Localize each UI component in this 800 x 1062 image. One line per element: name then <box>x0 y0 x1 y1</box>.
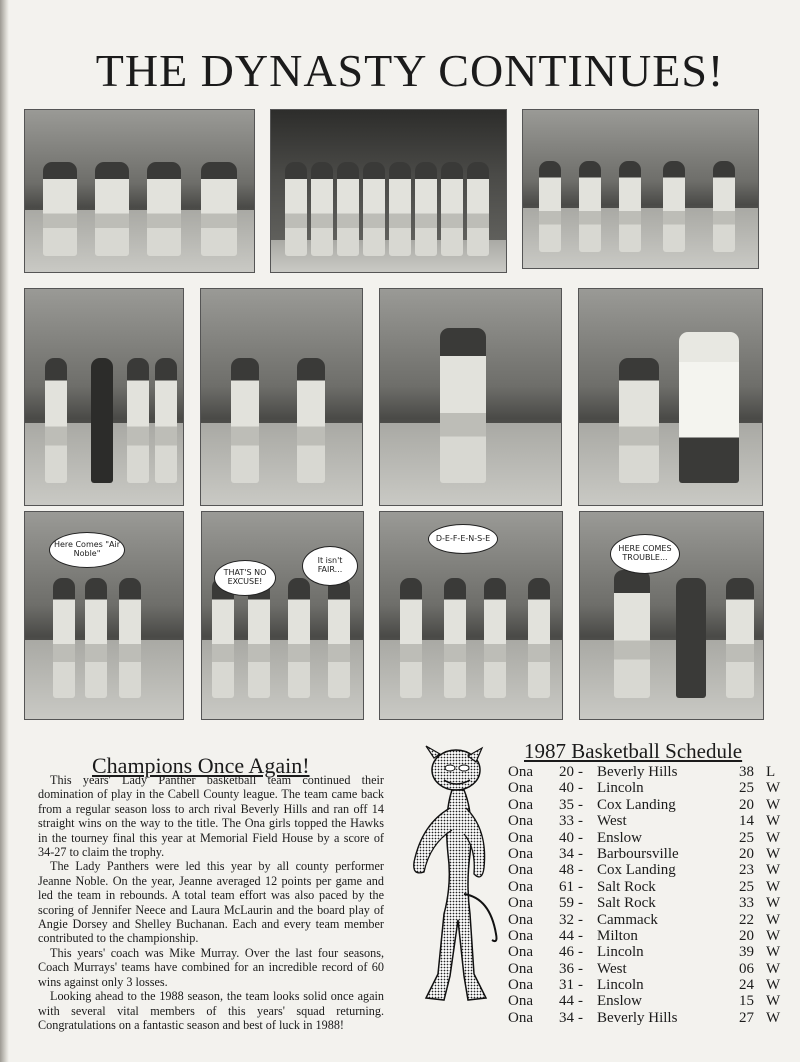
schedule-result: W <box>766 878 781 895</box>
page-number-fragment <box>796 1051 799 1062</box>
schedule-opponent: Salt Rock <box>597 895 656 912</box>
schedule-opponent: Barboursville <box>597 845 679 862</box>
schedule-result: W <box>766 960 781 977</box>
schedule-score: 48 <box>559 862 574 879</box>
schedule-dash: - <box>578 977 583 994</box>
article-paragraph: Looking ahead to the 1988 season, the team looks solid once again with several vital members of this years' squad returning. Congratulations on a fantastic season and best of luck in 1988! <box>38 989 384 1032</box>
schedule-opponent: Cox Landing <box>597 862 676 879</box>
schedule-row <box>508 1010 788 1026</box>
schedule-opponent-score: 20 <box>739 927 754 944</box>
schedule-result: W <box>766 911 781 928</box>
schedule-result: W <box>766 927 781 944</box>
schedule-opponent: Enslow <box>597 993 642 1010</box>
schedule-dash: - <box>578 993 583 1010</box>
schedule-team: Ona <box>508 813 533 830</box>
schedule-dash: - <box>578 764 583 780</box>
schedule-opponent: Milton <box>597 927 638 944</box>
schedule-dash: - <box>578 845 583 862</box>
schedule-title: 1987 Basketball Schedule <box>524 739 743 763</box>
schedule-opponent-score: 14 <box>739 813 754 830</box>
schedule-score: 46 <box>559 944 574 961</box>
schedule-opponent: Cammack <box>597 911 658 928</box>
schedule-row <box>508 977 788 993</box>
schedule-opponent-score: 20 <box>739 796 754 813</box>
schedule-row <box>508 993 788 1009</box>
schedule-team: Ona <box>508 829 533 846</box>
article-body <box>38 773 384 1032</box>
photo-team-captains <box>24 109 255 273</box>
schedule-row <box>508 780 788 796</box>
photo-coach <box>578 288 763 506</box>
schedule-opponent-score: 25 <box>739 829 754 846</box>
schedule-dash: - <box>578 927 583 944</box>
schedule-team: Ona <box>508 845 533 862</box>
page-binding-edge <box>0 0 9 1062</box>
schedule-score: 35 <box>559 796 574 813</box>
article-paragraph: This years' Lady Panther basketball team continued their domination of play in the Cabell County league. The team came back from a regular season loss to arch rival Beverly Hills and ran off 14 straight wins on the way to the title. The Ona girls topped the Hawks in the tourney final this year at Memorial Field House by a score of 34-27 to claim the trophy. <box>38 773 384 860</box>
schedule-row <box>508 830 788 846</box>
schedule-team: Ona <box>508 927 533 944</box>
schedule-score: 34 <box>559 845 574 862</box>
schedule-row <box>508 944 788 960</box>
schedule-dash: - <box>578 895 583 912</box>
schedule-opponent-score: 25 <box>739 878 754 895</box>
schedule-opponent: Beverly Hills <box>597 764 678 780</box>
speech-bubble-trouble: HERE COMES TROUBLE... <box>610 534 680 574</box>
schedule-result: W <box>766 895 781 912</box>
schedule-result: W <box>766 944 781 961</box>
schedule-dash: - <box>578 780 583 797</box>
schedule-result: W <box>766 1009 781 1026</box>
schedule-score: 44 <box>559 993 574 1010</box>
schedule-row <box>508 912 788 928</box>
photo-team-celebration <box>270 109 507 273</box>
schedule-team: Ona <box>508 780 533 797</box>
schedule-result: W <box>766 829 781 846</box>
schedule-result: W <box>766 845 781 862</box>
schedule-score: 20 <box>559 764 574 780</box>
schedule-opponent: West <box>597 960 627 977</box>
speech-bubble-air-noble: Here Comes "Air Noble" <box>49 532 125 568</box>
schedule-row <box>508 961 788 977</box>
schedule-dash: - <box>578 796 583 813</box>
page-title: THE DYNASTY CONTINUES! <box>95 45 725 96</box>
schedule-result: W <box>766 796 781 813</box>
schedule-result: W <box>766 993 781 1010</box>
article-heading: Champions Once Again! <box>92 753 310 778</box>
schedule-score: 36 <box>559 960 574 977</box>
photo-defense <box>379 511 563 720</box>
photo-air-noble <box>24 511 184 720</box>
schedule-row <box>508 764 788 780</box>
schedule-score: 61 <box>559 878 574 895</box>
schedule-result: W <box>766 780 781 797</box>
schedule-dash: - <box>578 878 583 895</box>
schedule-team: Ona <box>508 993 533 1010</box>
schedule-dash: - <box>578 829 583 846</box>
schedule-opponent: Cox Landing <box>597 796 676 813</box>
schedule-result: W <box>766 977 781 994</box>
schedule-opponent: West <box>597 813 627 830</box>
schedule-score: 34 <box>559 1009 574 1026</box>
schedule-dash: - <box>578 1009 583 1026</box>
schedule-team: Ona <box>508 944 533 961</box>
schedule-opponent-score: 25 <box>739 780 754 797</box>
schedule-opponent-score: 15 <box>739 993 754 1010</box>
schedule-result: W <box>766 862 781 879</box>
schedule-dash: - <box>578 944 583 961</box>
photo-team-lineup <box>522 109 759 269</box>
schedule-opponent-score: 38 <box>739 764 754 780</box>
schedule-opponent: Beverly Hills <box>597 1009 678 1026</box>
schedule-team: Ona <box>508 1009 533 1026</box>
pink-panther-illustration <box>404 744 502 1006</box>
schedule-score: 40 <box>559 780 574 797</box>
schedule-team: Ona <box>508 796 533 813</box>
schedule-row <box>508 928 788 944</box>
photo-player-standing <box>379 288 562 506</box>
schedule-opponent: Lincoln <box>597 977 644 994</box>
schedule-dash: - <box>578 862 583 879</box>
schedule-opponent-score: 24 <box>739 977 754 994</box>
schedule-team: Ona <box>508 911 533 928</box>
schedule-opponent-score: 06 <box>739 960 754 977</box>
schedule-score: 32 <box>559 911 574 928</box>
article-paragraph: The Lady Panthers were led this year by all county performer Jeanne Noble. On the year, Jeanne averaged 12 points per game and led the team in rebounds. A total team effort was also paced by the scoring of Jennifer Neece and Laura McLaurin and the board play of Angie Dorsey and Shelley Buchanan. Each and every team member contributed to the championship. <box>38 859 384 946</box>
schedule-row <box>508 879 788 895</box>
schedule-opponent-score: 20 <box>739 845 754 862</box>
schedule-result: L <box>766 764 776 780</box>
schedule-row <box>508 797 788 813</box>
schedule-row <box>508 895 788 911</box>
schedule-score: 31 <box>559 977 574 994</box>
speech-bubble-no-excuse: THAT'S NO EXCUSE! <box>214 560 276 596</box>
schedule-dash: - <box>578 960 583 977</box>
schedule-score: 59 <box>559 895 574 912</box>
photo-here-comes-trouble <box>579 511 764 720</box>
schedule-opponent-score: 23 <box>739 862 754 879</box>
schedule-opponent-score: 39 <box>739 944 754 961</box>
schedule-team: Ona <box>508 977 533 994</box>
schedule-row <box>508 862 788 878</box>
schedule-result: W <box>766 813 781 830</box>
schedule-team: Ona <box>508 764 533 780</box>
schedule-score: 33 <box>559 813 574 830</box>
schedule-opponent-score: 33 <box>739 895 754 912</box>
photo-player-shooting <box>200 288 363 506</box>
speech-bubble-defense: D-E-F-E-N-S-E <box>428 524 498 554</box>
schedule-dash: - <box>578 911 583 928</box>
schedule-row <box>508 813 788 829</box>
schedule-team: Ona <box>508 878 533 895</box>
photo-no-excuse <box>201 511 364 720</box>
schedule-row <box>508 846 788 862</box>
photo-jump-ball <box>24 288 184 506</box>
speech-bubble-not-fair: It isn't FAIR... <box>302 546 358 586</box>
schedule-dash: - <box>578 813 583 830</box>
schedule-team: Ona <box>508 960 533 977</box>
schedule-opponent: Enslow <box>597 829 642 846</box>
schedule-team: Ona <box>508 862 533 879</box>
schedule-score: 40 <box>559 829 574 846</box>
schedule-score: 44 <box>559 927 574 944</box>
schedule-table <box>508 764 788 1026</box>
schedule-opponent-score: 22 <box>739 911 754 928</box>
article-paragraph: This years' coach was Mike Murray. Over the last four seasons, Coach Murrays' teams have combined for an incredible record of 60 wins against only 3 losses. <box>38 945 384 989</box>
schedule-opponent: Lincoln <box>597 780 644 797</box>
schedule-team: Ona <box>508 895 533 912</box>
schedule-opponent-score: 27 <box>739 1009 754 1026</box>
schedule-opponent: Lincoln <box>597 944 644 961</box>
schedule-opponent: Salt Rock <box>597 878 656 895</box>
